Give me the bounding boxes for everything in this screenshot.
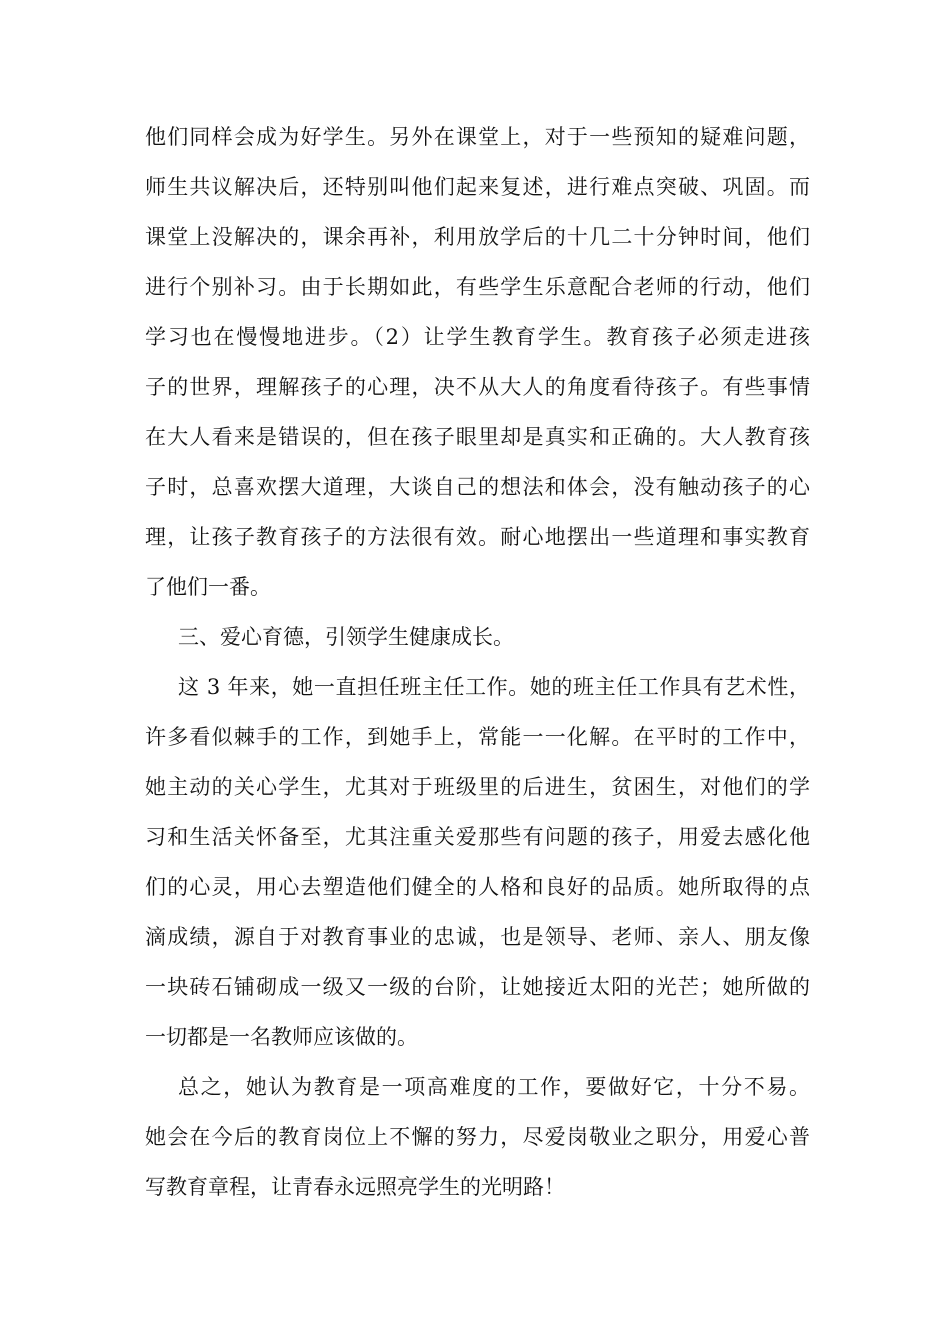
text-line: 子的世界，理解孩子的心理，决不从大人的角度看待孩子。有些事情: [145, 375, 810, 399]
text-line: 师生共议解决后，还特别叫他们起来复述，进行难点突破、巩固。而: [145, 175, 810, 199]
text-line: 一切都是一名教师应该做的。: [145, 1025, 418, 1049]
text-line: 他们同样会成为好学生。另外在课堂上，对于一些预知的疑难问题，: [145, 125, 810, 149]
text-line: 在大人看来是错误的，但在孩子眼里却是真实和正确的。大人教育孩: [145, 425, 810, 449]
text-line: 她主动的关心学生，尤其对于班级里的后进生，贫困生，对他们的学: [145, 775, 810, 799]
text-line: 一块砖石铺砌成一级又一级的台阶，让她接近太阳的光芒；她所做的: [145, 975, 810, 999]
text-line: 她会在今后的教育岗位上不懈的努力，尽爱岗敬业之职分，用爱心普: [145, 1125, 810, 1149]
text-line: 理，让孩子教育孩子的方法很有效。耐心地摆出一些道理和事实教育: [145, 525, 810, 549]
text-line: 习和生活关怀备至，尤其注重关爱那些有问题的孩子，用爱去感化他: [145, 825, 810, 849]
text-line: 们的心灵，用心去塑造他们健全的人格和良好的品质。她所取得的点: [145, 875, 810, 899]
text-line: 进行个别补习。由于长期如此，有些学生乐意配合老师的行动，他们: [145, 275, 810, 299]
text-line: 写教育章程，让青春永远照亮学生的光明路！: [145, 1175, 565, 1199]
text-line: 子时，总喜欢摆大道理，大谈自己的想法和体会，没有触动孩子的心: [145, 475, 810, 499]
text-line: 这 3 年来，她一直担任班主任工作。她的班主任工作具有艺术性，: [178, 675, 810, 699]
text-line: 学习也在慢慢地进步。（2）让学生教育学生。教育孩子必须走进孩: [145, 325, 810, 349]
text-line: 许多看似棘手的工作，到她手上，常能一一化解。在平时的工作中，: [145, 725, 810, 749]
text-line: 了他们一番。: [145, 575, 271, 599]
text-line: 滴成绩，源自于对教育事业的忠诚，也是领导、老师、亲人、朋友像: [145, 925, 810, 949]
text-line: 总之，她认为教育是一项高难度的工作，要做好它，十分不易。: [178, 1075, 810, 1099]
section-heading: 三、爱心育德，引领学生健康成长。: [178, 625, 514, 649]
text-line: 课堂上没解决的，课余再补，利用放学后的十几二十分钟时间，他们: [145, 225, 810, 249]
